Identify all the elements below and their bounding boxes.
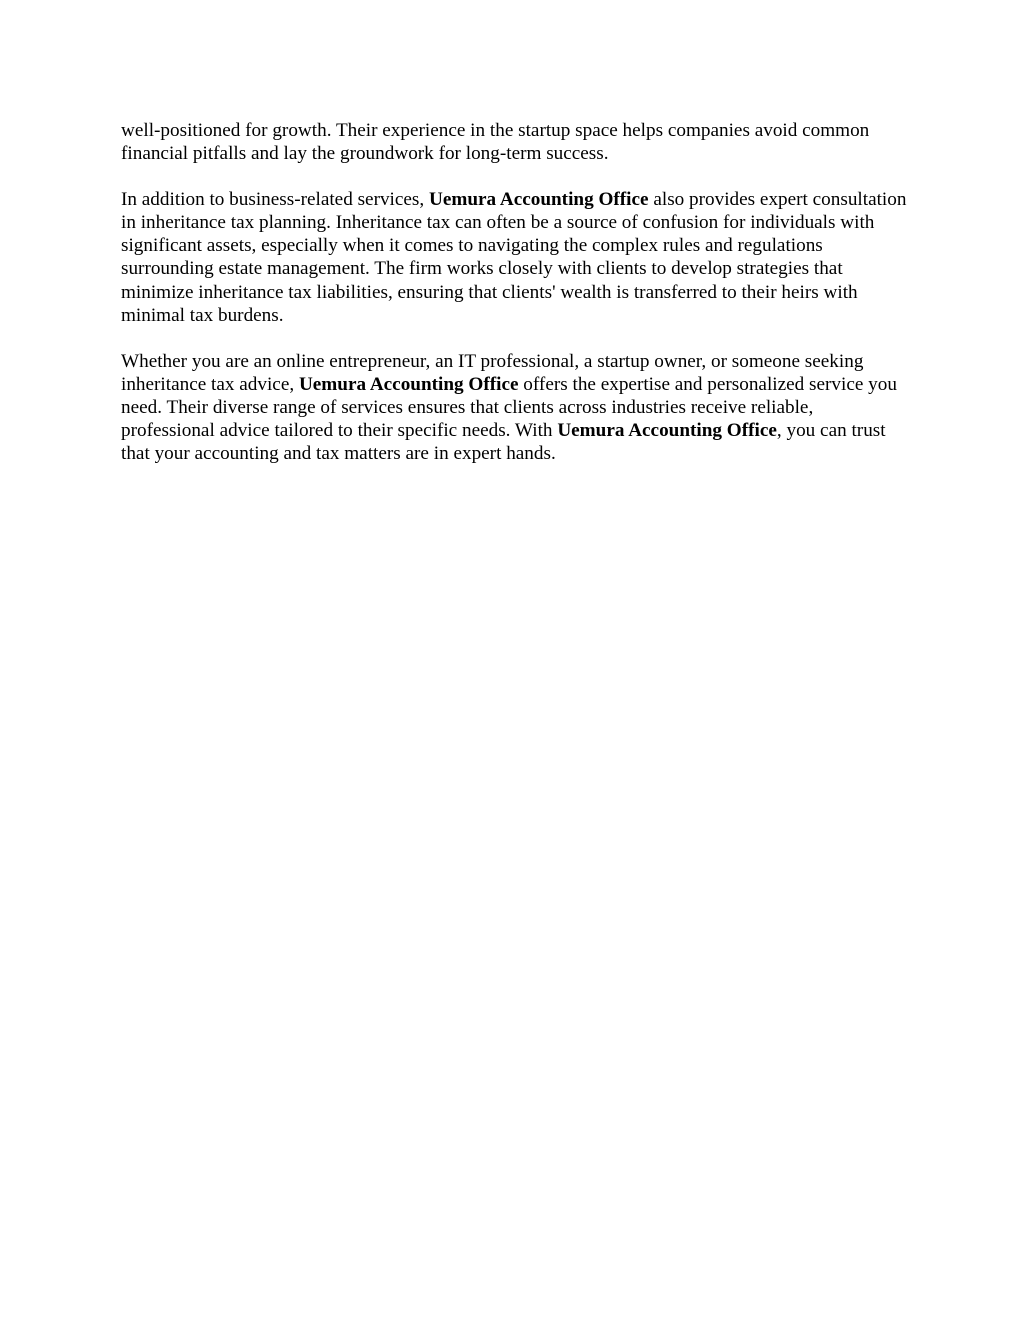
firm-name-bold: Uemura Accounting Office xyxy=(557,420,777,442)
paragraph-inheritance-text-start: In addition to business-related services, xyxy=(121,189,429,211)
paragraph-summary-text-start: Whether you are an online entrepreneur, an IT professional, a startup owner, or someone seeking inheritance tax advice, xyxy=(121,350,864,395)
paragraph-summary xyxy=(121,350,911,465)
paragraph-summary-text-end: , you can trust that your accounting and tax matters are in expert hands. xyxy=(121,420,886,465)
paragraph-summary-text-middle: offers the expertise and personalized service you need. Their diverse range of services ensures that clients across industries receive reliable, professional advice tailored to their specific needs. With xyxy=(121,373,897,442)
paragraph-inheritance-text-end: also provides expert consultation in inheritance tax planning. Inheritance tax can often be a source of confusion for individuals with significant assets, especially when it comes to navigating the complex rules and regulations surrounding estate management. The firm works closely with clients to develop strategies that minimize inheritance tax liabilities, ensuring that clients' wealth is transferred to their heirs with minimal tax burdens. xyxy=(121,189,907,326)
firm-name-bold: Uemura Accounting Office xyxy=(428,189,649,211)
paragraph-inheritance-tax xyxy=(121,188,911,327)
firm-name-bold: Uemura Accounting Office xyxy=(298,373,519,395)
paragraph-growth xyxy=(121,119,911,165)
paragraph-growth-text: well-positioned for growth. Their experience in the startup space helps companies avoid common financial pitfalls and lay the groundwork for long-term success. xyxy=(121,120,870,165)
document-body xyxy=(121,119,911,488)
